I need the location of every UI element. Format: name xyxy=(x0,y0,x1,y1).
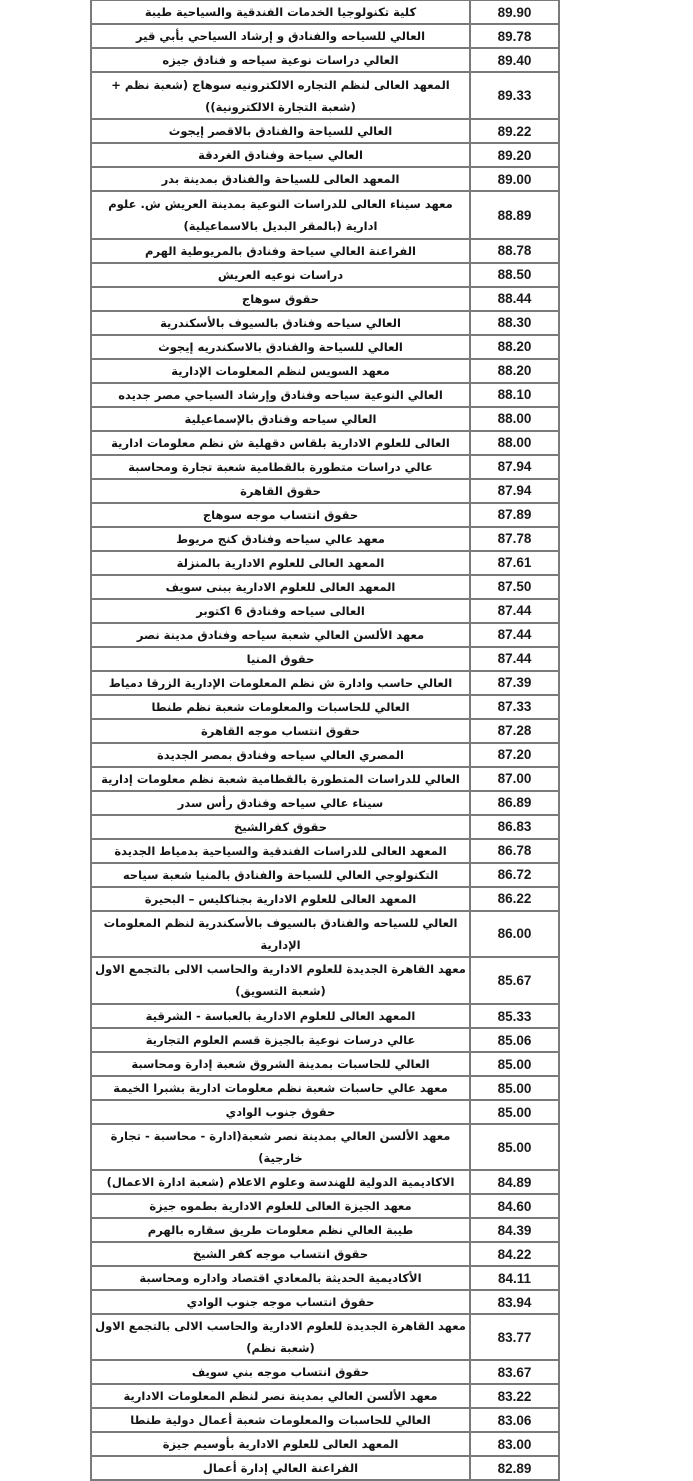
score-cell: 89.00 xyxy=(470,167,559,191)
institute-name-cell: معهد الجيزة العالى للعلوم الادارية بطموه جيزة xyxy=(91,1194,470,1218)
table-row xyxy=(91,143,559,167)
score-cell: 83.06 xyxy=(470,1408,559,1432)
table-row xyxy=(91,24,559,48)
score-cell: 88.00 xyxy=(470,431,559,455)
table-row xyxy=(91,1170,559,1194)
institute-name-cell: العالي للحاسبات والمعلومات شعبة نظم طنطا xyxy=(91,695,470,719)
institute-name-cell: معهد الألسن العالي بمدينة نصر لنظم المعلومات الادارية xyxy=(91,1384,470,1408)
table-row xyxy=(91,119,559,143)
table-row xyxy=(91,527,559,551)
score-cell: 88.89 xyxy=(470,191,559,238)
score-cell: 89.90 xyxy=(470,0,559,24)
institute-name-cell: حقوق جنوب الوادي xyxy=(91,1100,470,1124)
institute-name-cell: المعهد العالى للسياحة والفنادق بمدينة بدر xyxy=(91,167,470,191)
score-cell: 83.94 xyxy=(470,1290,559,1314)
institute-name-cell: طيبة العالي نظم معلومات طريق سقاره بالهرم xyxy=(91,1218,470,1242)
table-row xyxy=(91,503,559,527)
table-row xyxy=(91,1052,559,1076)
table-row xyxy=(91,48,559,72)
score-cell: 87.94 xyxy=(470,455,559,479)
table-row xyxy=(91,791,559,815)
score-cell: 83.00 xyxy=(470,1432,559,1456)
score-cell: 84.60 xyxy=(470,1194,559,1218)
admission-scores-table-container xyxy=(90,0,558,1481)
institute-name-cell: حقوق كفرالشيخ xyxy=(91,815,470,839)
institute-name-cell: المعهد العالى للعلوم الادارية بالمنزلة xyxy=(91,551,470,575)
score-cell: 86.72 xyxy=(470,863,559,887)
institute-name-cell: المعهد العالى لنظم التجاره الالكترونيه سوهاج (شعبة نظم + (شعبة التجارة الالكترونية)) xyxy=(91,72,470,119)
table-row xyxy=(91,647,559,671)
table-row xyxy=(91,1314,559,1360)
score-cell: 82.89 xyxy=(470,1456,559,1480)
score-cell: 88.78 xyxy=(470,239,559,263)
table-row xyxy=(91,191,559,238)
institute-name-cell: التكنولوجي العالي للسياحة والفنادق بالمنيا شعبة سياحه xyxy=(91,863,470,887)
score-cell: 87.78 xyxy=(470,527,559,551)
institute-name-cell: العالي للسياحه والفنادق و إرشاد السياحي بأبي قير xyxy=(91,24,470,48)
institute-name-cell: معهد عالي سياحه وفنادق كنج مريوط xyxy=(91,527,470,551)
institute-name-cell: معهد الألسن العالي بمدينة نصر شعبة(ادارة - محاسبة - تجارة خارجية) xyxy=(91,1124,470,1170)
table-row xyxy=(91,767,559,791)
institute-name-cell: العالي سياحة وفنادق الغردقة xyxy=(91,143,470,167)
score-cell: 84.11 xyxy=(470,1266,559,1290)
score-cell: 85.33 xyxy=(470,1004,559,1028)
score-cell: 88.10 xyxy=(470,383,559,407)
table-row xyxy=(91,431,559,455)
score-cell: 86.89 xyxy=(470,791,559,815)
table-row xyxy=(91,167,559,191)
institute-name-cell: المعهد العالى للعلوم الادارية بأوسيم جيزة xyxy=(91,1432,470,1456)
institute-name-cell: المعهد العالى للدراسات الفندقية والسياحية بدمياط الجديدة xyxy=(91,839,470,863)
table-row xyxy=(91,815,559,839)
institute-name-cell: معهد الألسن العالي شعبة سياحه وفنادق مدينة نصر xyxy=(91,623,470,647)
score-cell: 88.50 xyxy=(470,263,559,287)
institute-name-cell: العالي للحاسبات بمدينة الشروق شعبة إدارة ومحاسبة xyxy=(91,1052,470,1076)
table-row xyxy=(91,719,559,743)
institute-name-cell: عالي درسات نوعية بالجيزة قسم العلوم التجارية xyxy=(91,1028,470,1052)
score-cell: 87.89 xyxy=(470,503,559,527)
score-cell: 85.00 xyxy=(470,1052,559,1076)
table-row xyxy=(91,335,559,359)
table-row xyxy=(91,263,559,287)
score-cell: 87.44 xyxy=(470,599,559,623)
table-row xyxy=(91,407,559,431)
institute-name-cell: المعهد العالى للعلوم الادارية بجناكليس – البحيرة xyxy=(91,887,470,911)
table-row xyxy=(91,311,559,335)
table-row xyxy=(91,1100,559,1124)
table-row xyxy=(91,1384,559,1408)
table-body xyxy=(91,0,559,1480)
score-cell: 83.77 xyxy=(470,1314,559,1360)
table-row xyxy=(91,383,559,407)
score-cell: 88.30 xyxy=(470,311,559,335)
table-row xyxy=(91,551,559,575)
institute-name-cell: العالي للسياحة والفنادق بالاقصر إيجوث xyxy=(91,119,470,143)
table-row xyxy=(91,599,559,623)
institute-name-cell: حقوق انتساب موجه كفر الشيخ xyxy=(91,1242,470,1266)
score-cell: 84.89 xyxy=(470,1170,559,1194)
score-cell: 86.78 xyxy=(470,839,559,863)
score-cell: 89.20 xyxy=(470,143,559,167)
score-cell: 86.83 xyxy=(470,815,559,839)
institute-name-cell: كلية تكنولوجيا الخدمات الفندقية والسياحية طيبة xyxy=(91,0,470,24)
institute-name-cell: حقوق انتساب موجه بني سويف xyxy=(91,1360,470,1384)
score-cell: 88.20 xyxy=(470,359,559,383)
table-row xyxy=(91,72,559,119)
score-cell: 87.50 xyxy=(470,575,559,599)
institute-name-cell: معهد القاهرة الجديدة للعلوم الادارية والحاسب الالى بالتجمع الاول (شعبة التسويق) xyxy=(91,957,470,1004)
table-row xyxy=(91,1124,559,1170)
score-cell: 85.67 xyxy=(470,957,559,1004)
institute-name-cell: العالي دراسات نوعية سياحه و فنادق جيزه xyxy=(91,48,470,72)
table-row xyxy=(91,695,559,719)
score-cell: 86.22 xyxy=(470,887,559,911)
table-row xyxy=(91,455,559,479)
score-cell: 89.33 xyxy=(470,72,559,119)
score-cell: 84.39 xyxy=(470,1218,559,1242)
institute-name-cell: المعهد العالى للعلوم الادارية بالعباسة - الشرقية xyxy=(91,1004,470,1028)
institute-name-cell: العالي سياحه وفنادق بالسيوف بالأسكندرية xyxy=(91,311,470,335)
institute-name-cell: معهد القاهرة الجديدة للعلوم الادارية والحاسب الالى بالتجمع الاول (شعبة نظم) xyxy=(91,1314,470,1360)
institute-name-cell: حقوق المنيا xyxy=(91,647,470,671)
table-row xyxy=(91,1028,559,1052)
table-row xyxy=(91,287,559,311)
institute-name-cell: معهد سيناء العالى للدراسات النوعية بمدينة العريش ش. علوم ادارية (بالمقر البديل بالاسماعيلية) xyxy=(91,191,470,238)
score-cell: 89.22 xyxy=(470,119,559,143)
score-cell: 87.33 xyxy=(470,695,559,719)
score-cell: 83.67 xyxy=(470,1360,559,1384)
table-row xyxy=(91,359,559,383)
table-row xyxy=(91,1076,559,1100)
table-row xyxy=(91,239,559,263)
institute-name-cell: عالي دراسات متطورة بالقطامية شعبة تجارة ومحاسبة xyxy=(91,455,470,479)
table-row xyxy=(91,1004,559,1028)
institute-name-cell: حقوق انتساب موجه سوهاج xyxy=(91,503,470,527)
table-row xyxy=(91,671,559,695)
score-cell: 87.44 xyxy=(470,623,559,647)
institute-name-cell: العالي للحاسبات والمعلومات شعبة أعمال دولية طنطا xyxy=(91,1408,470,1432)
institute-name-cell: الاكاديمية الدولية للهندسة وعلوم الاعلام (شعبة ادارة الاعمال) xyxy=(91,1170,470,1194)
score-cell: 88.44 xyxy=(470,287,559,311)
institute-name-cell: المعهد العالى للعلوم الادارية ببنى سويف xyxy=(91,575,470,599)
table-row xyxy=(91,1290,559,1314)
table-row xyxy=(91,1218,559,1242)
score-cell: 87.44 xyxy=(470,647,559,671)
institute-name-cell: حقوق سوهاج xyxy=(91,287,470,311)
admission-scores-table xyxy=(90,0,560,1481)
institute-name-cell: معهد عالي حاسبات شعبة نظم معلومات ادارية بشبرا الخيمة xyxy=(91,1076,470,1100)
table-row xyxy=(91,1242,559,1266)
table-row xyxy=(91,911,559,957)
institute-name-cell: العالى سياحه وفنادق 6 اكتوبر xyxy=(91,599,470,623)
table-row xyxy=(91,1456,559,1480)
institute-name-cell: العالي النوعية سياحه وفنادق وإرشاد السياحي مصر جديده xyxy=(91,383,470,407)
table-row xyxy=(91,623,559,647)
institute-name-cell: معهد السويس لنظم المعلومات الإدارية xyxy=(91,359,470,383)
institute-name-cell: العالى للعلوم الادارية بلقاس دقهلية ش نظم معلومات ادارية xyxy=(91,431,470,455)
institute-name-cell: حقوق القاهرة xyxy=(91,479,470,503)
table-row xyxy=(91,1266,559,1290)
score-cell: 85.00 xyxy=(470,1076,559,1100)
score-cell: 85.00 xyxy=(470,1124,559,1170)
institute-name-cell: المصري العالي سياحه وفنادق بمصر الجديدة xyxy=(91,743,470,767)
institute-name-cell: الفراعنة العالي سياحة وفنادق بالمريوطية الهرم xyxy=(91,239,470,263)
table-row xyxy=(91,839,559,863)
score-cell: 87.28 xyxy=(470,719,559,743)
score-cell: 89.78 xyxy=(470,24,559,48)
institute-name-cell: دراسات نوعيه العريش xyxy=(91,263,470,287)
score-cell: 87.20 xyxy=(470,743,559,767)
score-cell: 88.20 xyxy=(470,335,559,359)
score-cell: 87.94 xyxy=(470,479,559,503)
institute-name-cell: العالي للسياحة والفنادق بالاسكندريه إيجوث xyxy=(91,335,470,359)
score-cell: 86.00 xyxy=(470,911,559,957)
score-cell: 88.00 xyxy=(470,407,559,431)
table-row xyxy=(91,575,559,599)
institute-name-cell: سيناء عالي سياحه وفنادق رأس سدر xyxy=(91,791,470,815)
institute-name-cell: العالي للدراسات المتطورة بالقطامية شعبة نظم معلومات إدارية xyxy=(91,767,470,791)
score-cell: 87.39 xyxy=(470,671,559,695)
institute-name-cell: حقوق انتساب موجه جنوب الوادي xyxy=(91,1290,470,1314)
score-cell: 89.40 xyxy=(470,48,559,72)
institute-name-cell: العالي للسياحه والفنادق بالسيوف بالأسكندرية لنظم المعلومات الإدارية xyxy=(91,911,470,957)
table-row xyxy=(91,887,559,911)
table-row xyxy=(91,1360,559,1384)
institute-name-cell: العالي سياحه وفنادق بالإسماعيلية xyxy=(91,407,470,431)
score-cell: 85.06 xyxy=(470,1028,559,1052)
table-row xyxy=(91,1194,559,1218)
table-row xyxy=(91,479,559,503)
score-cell: 87.61 xyxy=(470,551,559,575)
institute-name-cell: حقوق انتساب موجه القاهرة xyxy=(91,719,470,743)
table-row xyxy=(91,1408,559,1432)
table-row xyxy=(91,743,559,767)
institute-name-cell: الفراعنة العالي إدارة أعمال xyxy=(91,1456,470,1480)
score-cell: 87.00 xyxy=(470,767,559,791)
score-cell: 84.22 xyxy=(470,1242,559,1266)
institute-name-cell: العالي حاسب وادارة ش نظم المعلومات الإدارية الزرقا دمياط xyxy=(91,671,470,695)
table-row xyxy=(91,0,559,24)
table-row xyxy=(91,1432,559,1456)
table-row xyxy=(91,863,559,887)
table-row xyxy=(91,957,559,1004)
score-cell: 85.00 xyxy=(470,1100,559,1124)
institute-name-cell: الأكاديمية الحديثة بالمعادي اقتصاد واداره ومحاسبة xyxy=(91,1266,470,1290)
score-cell: 83.22 xyxy=(470,1384,559,1408)
